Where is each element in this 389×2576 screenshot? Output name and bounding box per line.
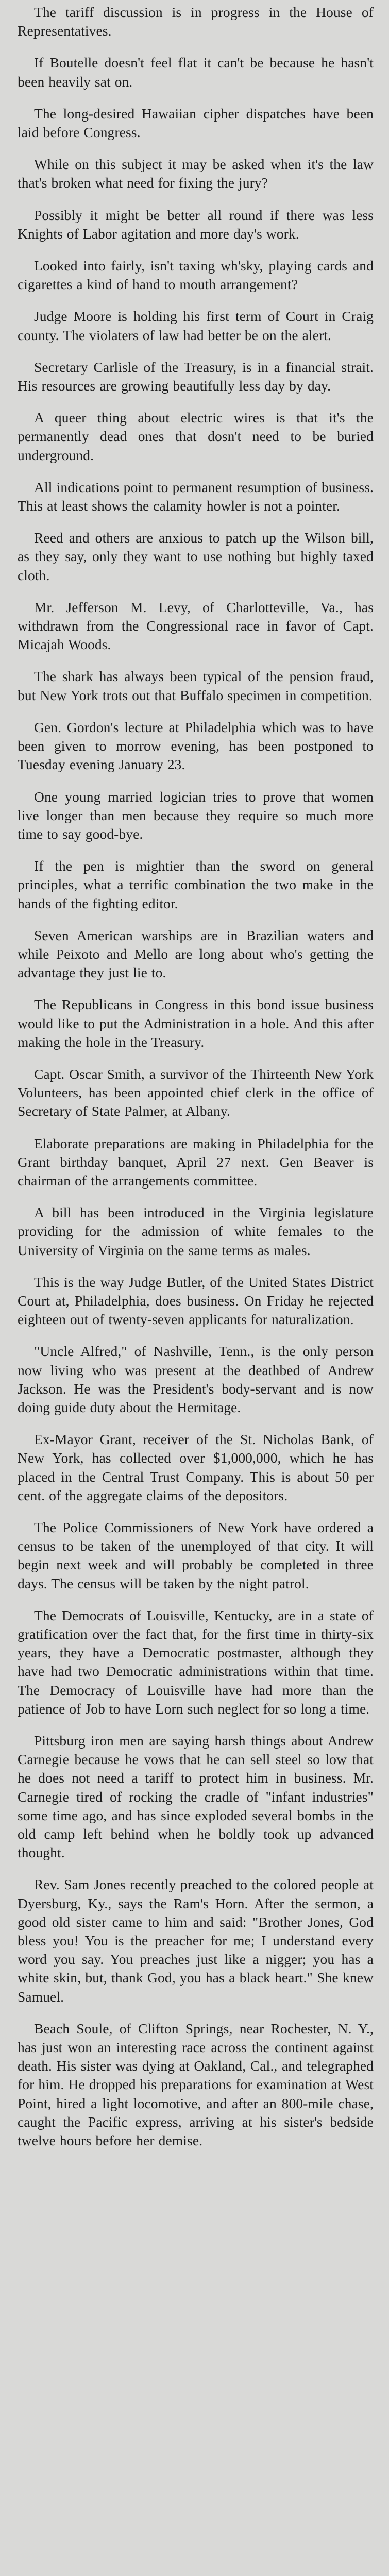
news-paragraph: This is the way Judge Butler, of the United States District Court at, Philadelphia, does business. On Friday he rejected eighteen out of twenty-seven applicants for naturalization. xyxy=(18,1274,374,1328)
news-paragraph: The long-desired Hawaiian cipher dispatches have been laid before Congress. xyxy=(18,105,374,141)
news-paragraph: Mr. Jefferson M. Levy, of Charlotteville, Va., has withdrawn from the Congressional race in favor of Capt. Micajah Woods. xyxy=(18,599,374,653)
news-paragraph: Reed and others are anxious to patch up the Wilson bill, as they say, only they want to use nothing but highly taxed cloth. xyxy=(18,530,374,583)
news-paragraph: The shark has always been typical of the pension fraud, but New York trots out that Buffalo specimen in competition. xyxy=(18,668,374,703)
news-paragraph: Rev. Sam Jones recently preached to the colored people at Dyersburg, Ky., says the Ram's Horn. After the sermon, a good old sister came to him and said: "Brother Jones, God bless you! You is the preacher for me; I understand every word you say. You preaches just like a nigger; you has a white skin, but, thank God, you has a black heart." She knew Samuel. xyxy=(18,1876,374,2005)
news-paragraph: "Uncle Alfred," of Nashville, Tenn., is the only person now living who was present at the deathbed of Andrew Jackson. He was the President's body-servant and is now doing guide duty about the Hermitage. xyxy=(18,1343,374,1415)
news-paragraph: If the pen is mightier than the sword on general principles, what a terrific combination the two make in the hands of the fighting editor. xyxy=(18,858,374,911)
news-paragraph: Pittsburg iron men are saying harsh things about Andrew Carnegie because he vows that he can sell steel so low that he does not need a tariff to protect him in business. Mr. Carnegie tired of rocking the cradle of "infant industries" some time ago, and has since exploded several bombs in the old camp left behind when he boldly took up advanced thought. xyxy=(18,1733,374,1861)
news-paragraph: Seven American warships are in Brazilian waters and while Peixoto and Mello are long about who's getting the advantage they just lie to. xyxy=(18,927,374,981)
news-paragraph: A bill has been introduced in the Virginia legislature providing for the admission of white females to the University of Virginia on the same terms as males. xyxy=(18,1205,374,1258)
news-paragraph: The Republicans in Congress in this bond issue business would like to put the Administration in a hole. And this after making the hole in the Treasury. xyxy=(18,996,374,1050)
news-paragraph: Capt. Oscar Smith, a survivor of the Thirteenth New York Volunteers, has been appointed chief clerk in the office of Secretary of State Palmer, at Albany. xyxy=(18,1065,374,1120)
news-paragraph: Gen. Gordon's lecture at Philadelphia which was to have been given to morrow evening, has been postponed to Tuesday evening January 23. xyxy=(18,719,374,773)
news-paragraph: While on this subject it may be asked when it's the law that's broken what need for fixing the jury? xyxy=(18,156,374,191)
news-paragraph: One young married logician tries to prove that women live longer than men because they require so much more time to say good-bye. xyxy=(18,788,374,842)
news-paragraph: All indications point to permanent resumption of business. This at least shows the calamity howler is not a pointer. xyxy=(18,479,374,514)
news-paragraph: If Boutelle doesn't feel flat it can't be because he hasn't been heavily sat on. xyxy=(18,55,374,90)
news-paragraph: Ex-Mayor Grant, receiver of the St. Nicholas Bank, of New York, has collected over $1,000,000, which he has placed in the Central Trust Company. This is about 50 per cent. of the aggregate claims of the depositors. xyxy=(18,1431,374,1503)
news-paragraph: Looked into fairly, isn't taxing wh'sky, playing cards and cigarettes a kind of hand to mouth arrangement? xyxy=(18,258,374,293)
news-paragraph: Beach Soule, of Clifton Springs, near Rochester, N. Y., has just won an interesting race across the continent against death. His sister was dying at Oakland, Cal., and telegraphed for him. He dropped his preparations for examination at West Point, hired a light locomotive, and after an 800-mile chase, caught the Pacific express, arriving at his sister's bedside twelve hours before her demise. xyxy=(18,2020,374,2149)
news-paragraph: Secretary Carlisle of the Treasury, is in a financial strait. His resources are growing beautifully less day by day. xyxy=(18,359,374,394)
news-paragraph: The Police Commissioners of New York have ordered a census to be taken of the unemployed of that city. It will begin next week and will probably be completed in three days. The census will be taken by the night patrol. xyxy=(18,1519,374,1591)
news-paragraph: Elaborate preparations are making in Philadelphia for the Grant birthday banquet, April 27 next. Gen Beaver is chairman of the arrangements committee. xyxy=(18,1135,374,1189)
news-paragraph: A queer thing about electric wires is that it's the permanently dead ones that dosn't need to be buried underground. xyxy=(18,410,374,463)
news-paragraph: The tariff discussion is in progress in the House of Representatives. xyxy=(18,4,374,39)
news-paragraph: Judge Moore is holding his first term of Court in Craig county. The violaters of law had better be on the alert. xyxy=(18,308,374,343)
news-paragraph: Possibly it might be better all round if there was less Knights of Labor agitation and more day's work. xyxy=(18,207,374,242)
news-paragraph: The Democrats of Louisville, Kentucky, are in a state of gratification over the fact that, for the first time in thirty-six years, they have a Democratic postmaster, although they have had two Democratic administrations within that time. The Democracy of Louisville have had more than the patience of Job to have Lorn such neglect for so long a time. xyxy=(18,1607,374,1717)
